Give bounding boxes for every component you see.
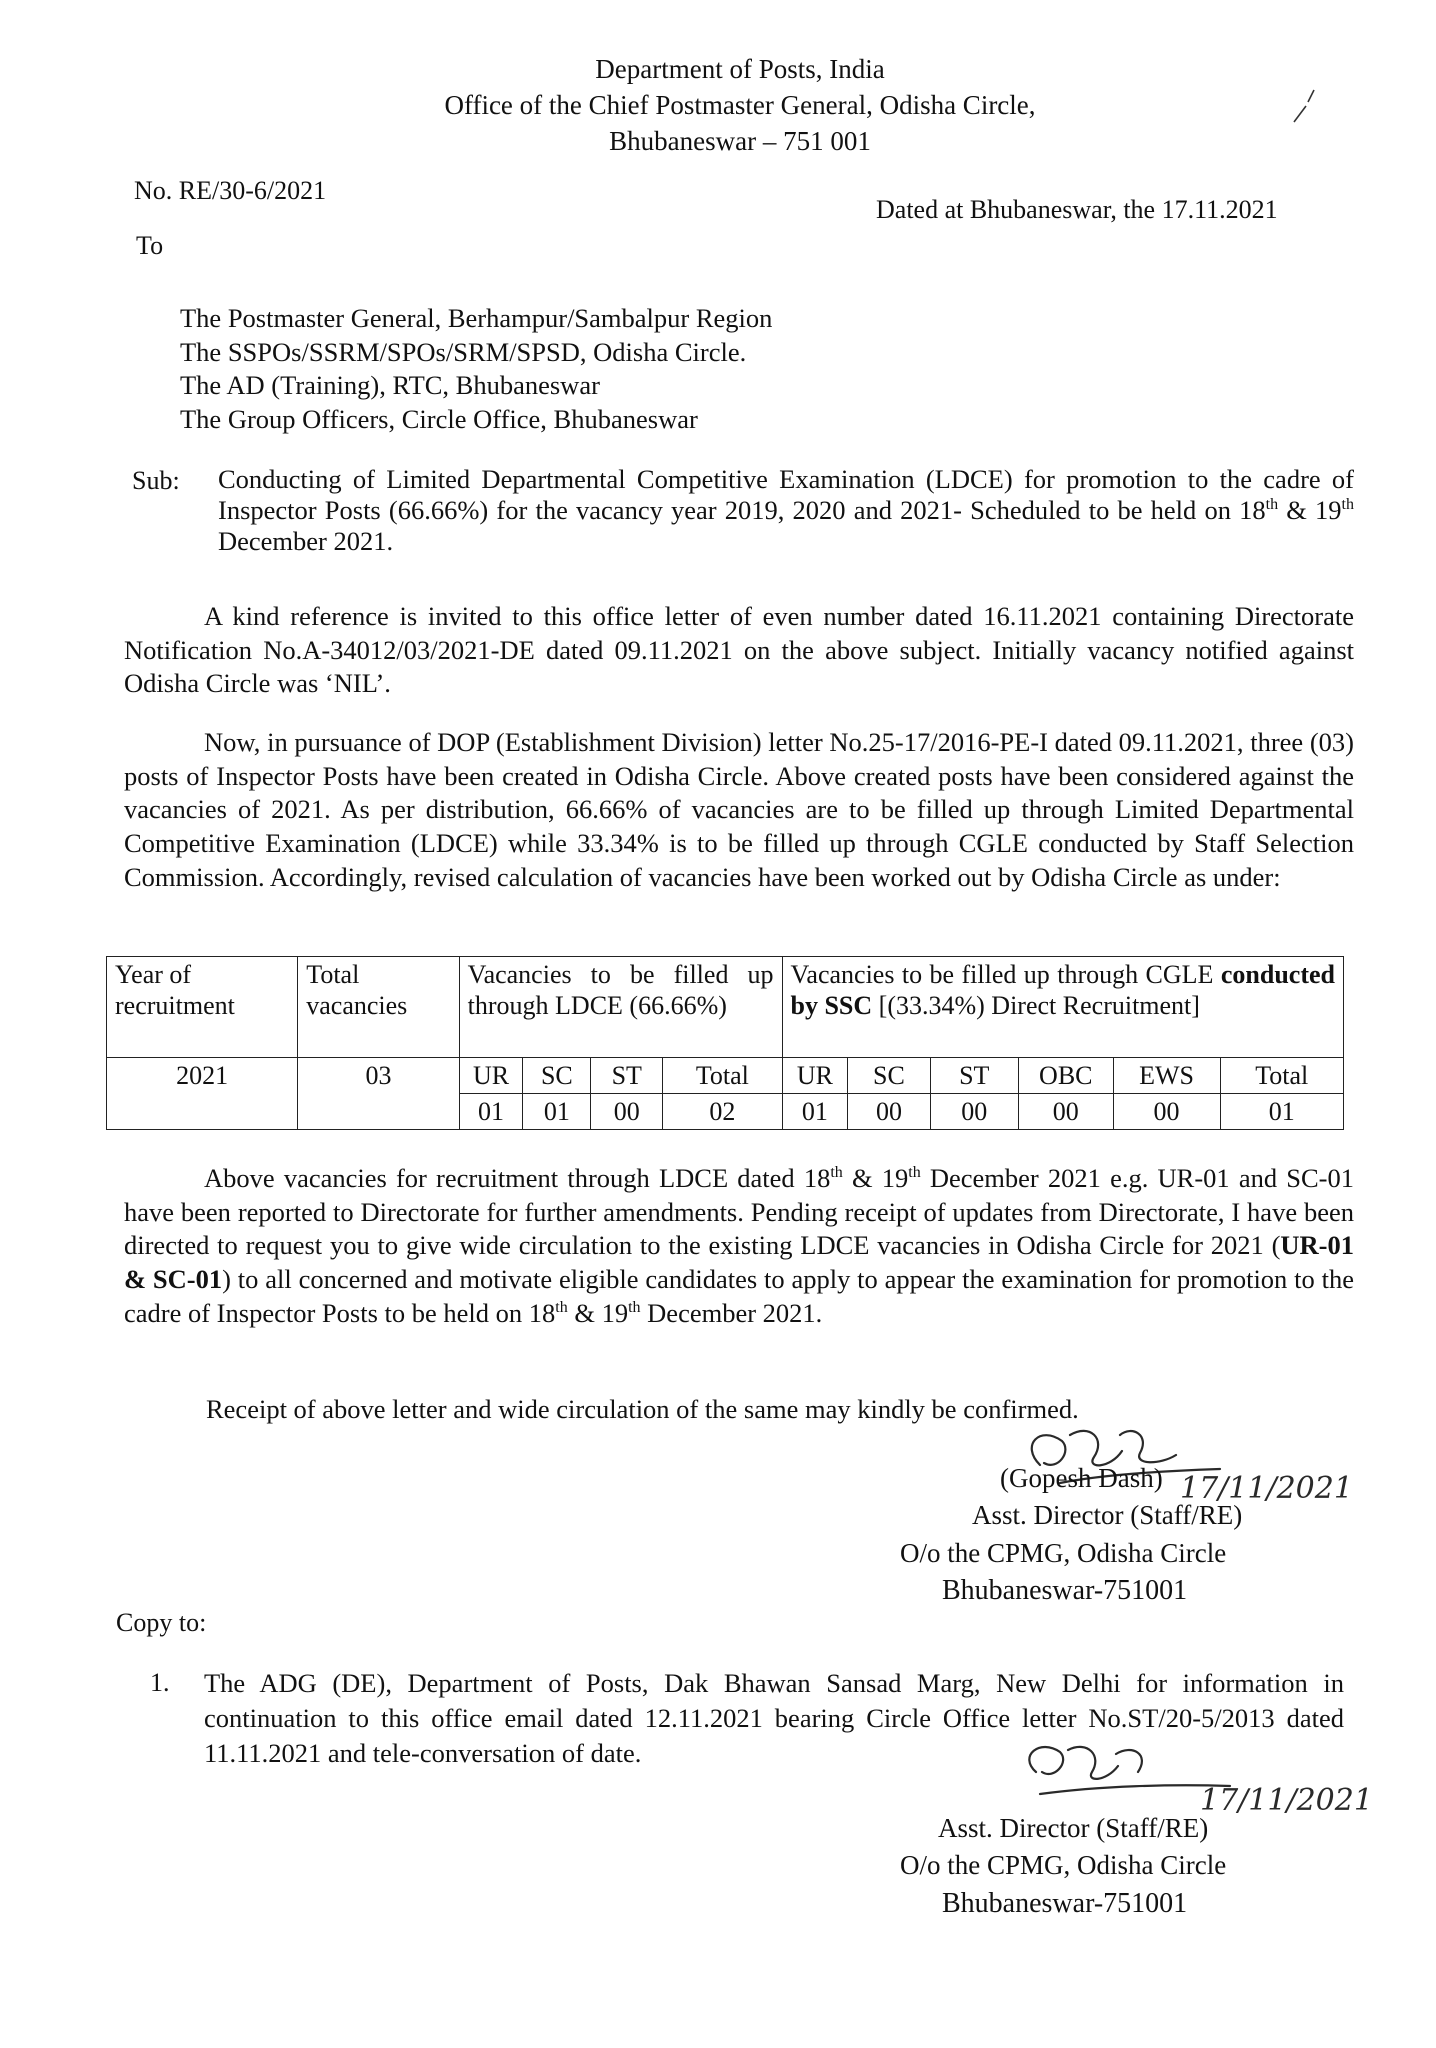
ldce-value-cell: 01 bbox=[523, 1094, 591, 1130]
copy-item-text: The ADG (DE), Department of Posts, Dak Bhawan Sansad Marg, New Delhi for information in continuation to this office email dated 12.11.2021 bearing Circle Office letter No.ST/20-5/2013 dated 11.11.2021 and tele-conversation of date. bbox=[204, 1668, 1344, 1769]
cgle-value-cell: 00 bbox=[1018, 1094, 1113, 1130]
addressee-item: The Postmaster General, Berhampur/Sambalpur Region bbox=[180, 303, 773, 333]
signature2-block bbox=[900, 1810, 1300, 1923]
copy-item-number: 1. bbox=[150, 1668, 170, 1697]
svg-text:17/11/2021: 17/11/2021 bbox=[1200, 1783, 1373, 1818]
signatory-city: Bhubaneswar-751001 bbox=[942, 1574, 1188, 1606]
header-total: Total vacancies bbox=[298, 957, 459, 1058]
ldce-head-cell: ST bbox=[591, 1058, 663, 1094]
table-header-row bbox=[107, 957, 1344, 1058]
vacancy-table bbox=[106, 956, 1344, 1130]
cgle-head-cell: UR bbox=[782, 1058, 848, 1094]
signatory-designation: Asst. Director (Staff/RE) bbox=[972, 1500, 1243, 1531]
addressee-item: The AD (Training), RTC, Bhubaneswar bbox=[180, 370, 600, 401]
header-year: Year of recruitment bbox=[107, 957, 298, 1058]
subject-text: Conducting of Limited Departmental Competitive Examination (LDCE) for promotion to the cadre of Inspector Posts (66.66%) for the vacancy year 2019, 2020 and 2021- Scheduled to be held on 18th & 19th December 2021. bbox=[218, 464, 1354, 556]
subject-label: Sub: bbox=[132, 466, 180, 495]
cgle-head-cell: EWS bbox=[1113, 1058, 1220, 1094]
cgle-value-cell: 01 bbox=[1220, 1094, 1343, 1130]
svg-text:17/11/2021: 17/11/2021 bbox=[1180, 1471, 1353, 1506]
signatory-designation: Asst. Director (Staff/RE) bbox=[938, 1813, 1209, 1843]
ldce-head-cell: Total bbox=[663, 1058, 782, 1094]
paragraph-circulation: Above vacancies for recruitment through LDCE dated 18th & 19th December 2021 e.g. UR-01 and SC-01 have been reported to Directorate for further amendments. Pending receipt of updates from Directorate, I have been directed to request you to give wide circulation to the existing LDCE vacancies in Odisha Circle for 2021 (UR-01 & SC-01) to all concerned and motivate eligible candidates to apply to appear the examination for promotion to the cadre of Inspector Posts to be held on 18th & 19th December 2021. bbox=[124, 1163, 1354, 1328]
cgle-head-cell: OBC bbox=[1018, 1058, 1113, 1094]
letter-header bbox=[380, 52, 1100, 160]
corner-mark bbox=[1290, 88, 1320, 128]
addressee-item: The SSPOs/SSRM/SPOs/SRM/SPSD, Odisha Circle. bbox=[180, 336, 747, 367]
cgle-value-cell: 00 bbox=[848, 1094, 930, 1130]
header-ldce: Vacancies to be filled up through LDCE (66.66%) bbox=[459, 957, 782, 1058]
header-address: Bhubaneswar – 751 001 bbox=[609, 125, 871, 156]
to-label: To bbox=[136, 231, 164, 260]
cgle-value-cell: 01 bbox=[782, 1094, 848, 1130]
paragraph-confirmation: Receipt of above letter and wide circulation of the same may kindly be confirmed. bbox=[206, 1394, 1079, 1424]
ldce-value-cell: 00 bbox=[591, 1094, 663, 1130]
cgle-head-cell: Total bbox=[1220, 1058, 1343, 1094]
signatory-name: (Gopesh Dash) bbox=[1000, 1463, 1163, 1493]
cell-year: 2021 bbox=[107, 1058, 298, 1130]
signature1-block bbox=[900, 1460, 1300, 1610]
signatory-city: Bhubaneswar-751001 bbox=[942, 1887, 1188, 1919]
copy-to-label: Copy to: bbox=[116, 1608, 207, 1637]
ldce-head-cell: UR bbox=[459, 1058, 523, 1094]
reference-number: No. RE/30-6/2021 bbox=[134, 176, 327, 205]
header-office: Office of the Chief Postmaster General, Odisha Circle, bbox=[444, 89, 1036, 120]
addressee-item: The Group Officers, Circle Office, Bhubaneswar bbox=[180, 403, 698, 434]
ldce-value-cell: 01 bbox=[459, 1094, 523, 1130]
signatory-office: O/o the CPMG, Odisha Circle bbox=[900, 1537, 1227, 1568]
ldce-head-cell: SC bbox=[523, 1058, 591, 1094]
cell-total: 03 bbox=[298, 1058, 459, 1130]
letter-date: Dated at Bhubaneswar, the 17.11.2021 bbox=[876, 195, 1278, 224]
cgle-value-cell: 00 bbox=[930, 1094, 1018, 1130]
header-department: Department of Posts, India bbox=[595, 54, 885, 84]
table-row bbox=[107, 1058, 1344, 1094]
signatory-office: O/o the CPMG, Odisha Circle bbox=[900, 1850, 1227, 1881]
header-cgle: Vacancies to be filled up through CGLE conducted by SSC [(33.34%) Direct Recruitment] bbox=[782, 957, 1343, 1058]
ldce-value-cell: 02 bbox=[663, 1094, 782, 1130]
cgle-head-cell: SC bbox=[848, 1058, 930, 1094]
cgle-head-cell: ST bbox=[930, 1058, 1018, 1094]
cgle-value-cell: 00 bbox=[1113, 1094, 1220, 1130]
paragraph-reference: A kind reference is invited to this office letter of even number dated 16.11.2021 containing Directorate Notification No.A-34012/03/2021-DE dated 09.11.2021 on the above subject. Initially vacancy notified against Odisha Circle was ‘NIL’. bbox=[124, 601, 1354, 699]
paragraph-pursuance: Now, in pursuance of DOP (Establishment Division) letter No.25-17/2016-PE-I dated 09.11.2021, three (03) posts of Inspector Posts have been created in Odisha Circle. Above created posts have been considered against the vacancies of 2021. As per distribution, 66.66% of vacancies are to be filled up through Limited Departmental Competitive Examination (LDCE) while 33.34% is to be filled up through CGLE conducted by Staff Selection Commission. Accordingly, revised calculation of vacancies have been worked out by Odisha Circle as under: bbox=[124, 727, 1354, 892]
addressee-list bbox=[180, 302, 772, 437]
